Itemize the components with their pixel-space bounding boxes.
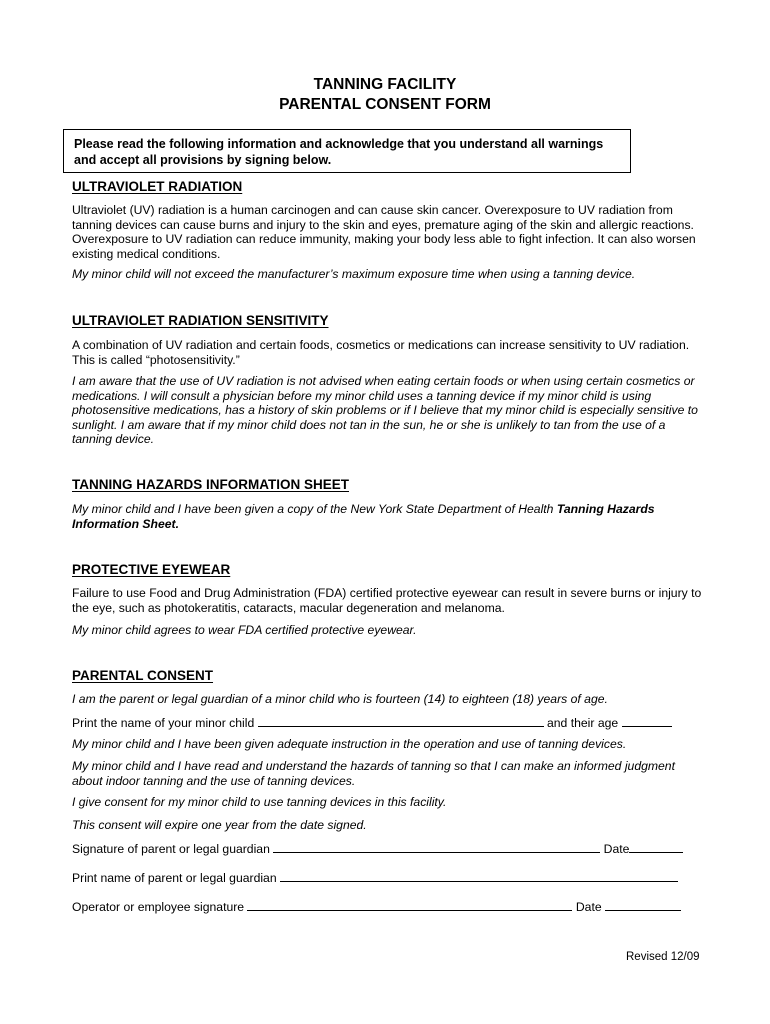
child-name-field[interactable] xyxy=(258,714,544,727)
uv-heading: ULTRAVIOLET RADIATION xyxy=(72,179,243,194)
guardian-print-name-row xyxy=(72,869,678,886)
uv-statement: My minor child will not exceed the manufacturer’s maximum exposure time when using a tanning device. xyxy=(72,267,636,281)
guardian-signature-label: Signature of parent or legal guardian xyxy=(72,842,270,856)
child-name-row xyxy=(72,714,672,731)
hazards-statement-text: My minor child and I have been given a copy of the New York State Department of Health xyxy=(72,502,557,516)
guardian-date-field[interactable] xyxy=(629,840,683,853)
guardian-statement: I am the parent or legal guardian of a minor child who is fourteen (14) to eighteen (18) years of age. xyxy=(72,692,608,706)
eyewear-heading: PROTECTIVE EYEWEAR xyxy=(72,562,231,577)
sensitivity-statement: I am aware that the use of UV radiation is not advised when eating certain foods or when using certain cosmetics or medications. I will consult a physician before my minor child uses a tanning device if my minor child is using photosensitive medications, has a history of skin problems or if I believe that my minor child is especially sensitive to sunlight. I am aware that if my minor child does not tan in the sun, he or she is unlikely to tan from the use of a tanning device. xyxy=(72,374,698,446)
operator-signature-field[interactable] xyxy=(247,898,572,911)
operator-signature-label: Operator or employee signature xyxy=(72,900,245,914)
sensitivity-body: A combination of UV radiation and certain foods, cosmetics or medications can increase sensitivity to UV radiation. This is called “photosensitivity.” xyxy=(72,338,690,367)
guardian-print-name-field[interactable] xyxy=(280,869,678,882)
notice-box: Please read the following information and acknowledge that you understand all warnings and accept all provisions by signing below. xyxy=(63,129,631,173)
guardian-print-name-label: Print name of parent or legal guardian xyxy=(72,871,277,885)
guardian-date-label: Date xyxy=(603,842,630,856)
child-name-label: Print the name of your minor child xyxy=(72,716,255,730)
guardian-signature-field[interactable] xyxy=(273,840,600,853)
eyewear-body: Failure to use Food and Drug Administration (FDA) certified protective eyewear can result in severe burns or injury to the eye, such as photokeratitis, cataracts, macular degeneration and melanoma. xyxy=(72,586,702,615)
child-age-label: and their age xyxy=(547,716,619,730)
child-age-field[interactable] xyxy=(622,714,672,727)
expiry-statement: This consent will expire one year from the date signed. xyxy=(72,818,367,832)
instruction-statement: My minor child and I have been given adequate instruction in the operation and use of tanning devices. xyxy=(72,737,627,751)
consent-heading: PARENTAL CONSENT xyxy=(72,668,214,683)
sensitivity-heading: ULTRAVIOLET RADIATION SENSITIVITY xyxy=(72,313,329,328)
uv-body: Ultraviolet (UV) radiation is a human carcinogen and can cause skin cancer. Overexposure to UV radiation from tanning devices can cause burns and injury to the skin and eyes, premature aging of the skin and allergic reactions. Overexposure to UV radiation can reduce immunity, making your body less able to fight infection. It can also worsen existing medical conditions. xyxy=(72,203,696,261)
hazards-statement xyxy=(72,502,702,531)
operator-date-field[interactable] xyxy=(605,898,681,911)
hazards-heading: TANNING HAZARDS INFORMATION SHEET xyxy=(72,477,349,492)
form-title-line1: TANNING FACILITY xyxy=(313,76,457,93)
hazards-sheet-title: Tanning Hazards Information Sheet. xyxy=(72,502,655,531)
guardian-signature-row xyxy=(72,840,683,857)
consent-statement: I give consent for my minor child to use tanning devices in this facility. xyxy=(72,795,447,809)
operator-date-label: Date xyxy=(575,900,602,914)
form-title-line2: PARENTAL CONSENT FORM xyxy=(279,96,491,113)
eyewear-statement: My minor child agrees to wear FDA certified protective eyewear. xyxy=(72,623,417,637)
revision-note: Revised 12/09 xyxy=(626,951,700,963)
operator-signature-row xyxy=(72,898,681,915)
hazards-understood-statement: My minor child and I have read and understand the hazards of tanning so that I can make an informed judgment about indoor tanning and the use of tanning devices. xyxy=(72,759,675,788)
